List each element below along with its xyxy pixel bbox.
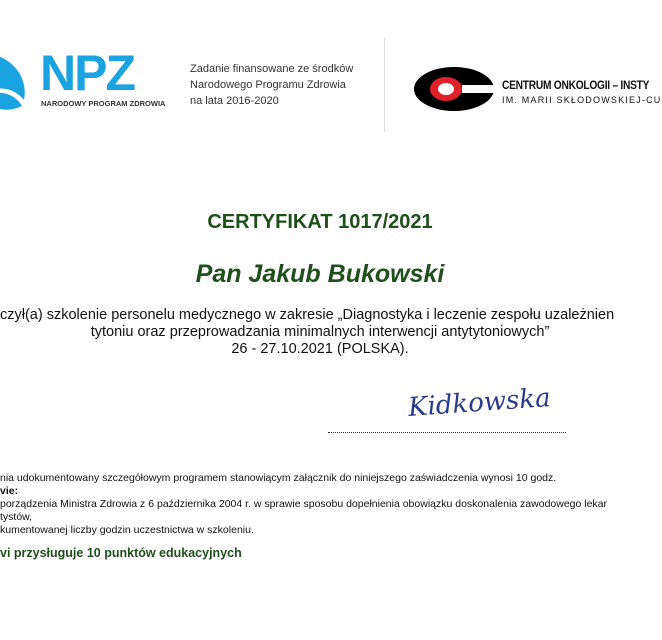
co-emblem-icon xyxy=(414,66,500,112)
education-points: vi przysługuje 10 punktów edukacyjnych xyxy=(0,546,242,560)
footer-line: kumentowanej liczby godzin uczestnictwa w szkoleniu. xyxy=(0,524,254,536)
footer-line: nia udokumentowany szczegółowym programem stanowiącym załącznik do niniejszego zaświadczenia wynosi 10 godz. xyxy=(0,472,557,484)
funding-line: Narodowego Programu Zdrowia xyxy=(190,79,346,91)
funding-line: na lata 2016-2020 xyxy=(190,95,279,107)
header-divider xyxy=(384,38,385,132)
footer-line: porządzenia Ministra Zdrowia z 6 października 2004 r. w sprawie sposobu dopełnienia obowiązku doskonalenia zawodowego lekar xyxy=(0,498,608,510)
npz-subtitle: NARODOWY PROGRAM ZDROWIA xyxy=(41,99,166,108)
footer-line: tystów, xyxy=(0,511,33,523)
npz-emblem-icon xyxy=(0,50,30,112)
co-subtitle: IM. MARII SKŁODOWSKIEJ-CU xyxy=(502,95,662,105)
recipient-name: Pan Jakub Bukowski xyxy=(195,260,445,288)
body-line: czył(a) szkolenie personelu medycznego w zakresie „Diagnostyka i leczenie zespołu uzależnien xyxy=(0,307,615,323)
funding-line: Zadanie finansowane ze środków xyxy=(190,63,354,75)
body-line: 26 - 27.10.2021 (POLSKA). xyxy=(231,341,409,357)
footer-line: vie: xyxy=(0,485,19,497)
signature: Kidkowska xyxy=(407,383,552,423)
co-title: CENTRUM ONKOLOGII – INSTY xyxy=(502,78,650,92)
body-line: tytoniu oraz przeprowadzania minimalnych interwencji antytytoniowych” xyxy=(90,324,550,340)
signature-line xyxy=(328,432,566,433)
certificate-title: CERTYFIKAT 1017/2021 xyxy=(207,211,433,233)
npz-letters: NPZ xyxy=(40,45,134,101)
funding-text xyxy=(190,61,353,109)
